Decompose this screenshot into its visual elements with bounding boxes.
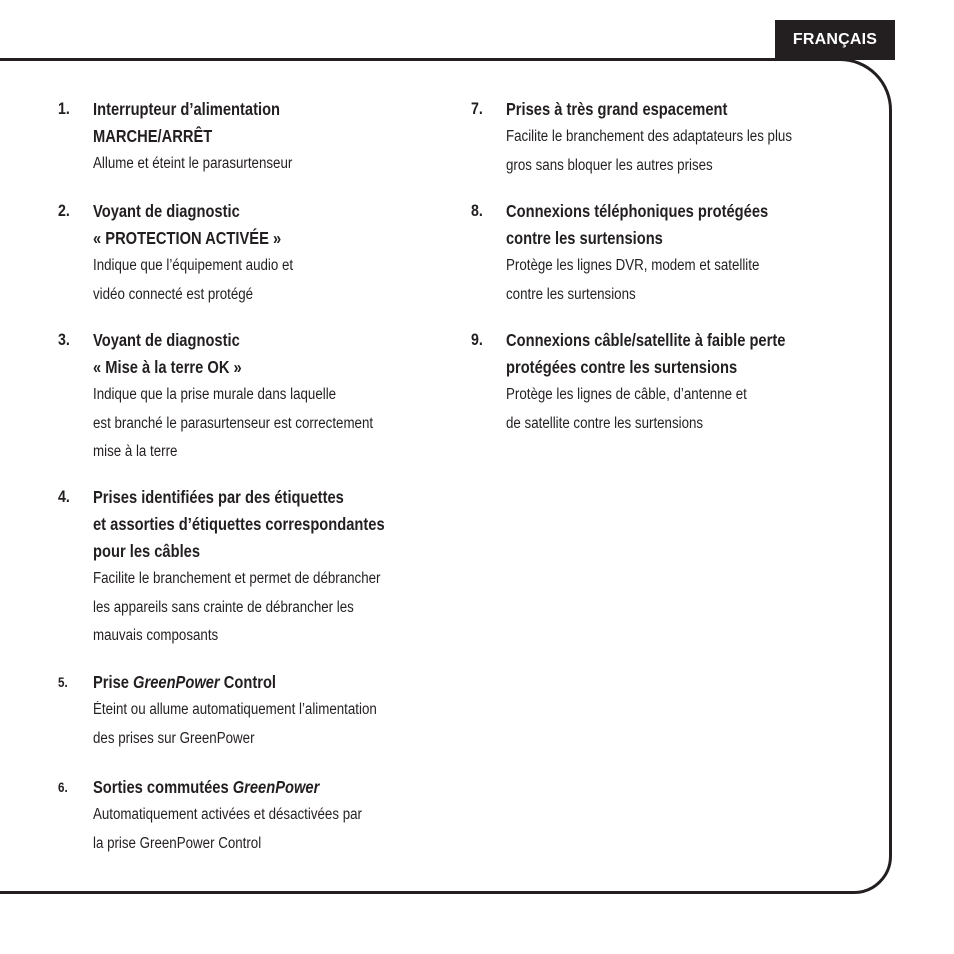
feature-item-7 <box>471 96 839 180</box>
greenpower-brand: GreenPower <box>232 777 320 797</box>
feature-item-2 <box>58 198 326 309</box>
item-title: Interrupteur d’alimentation MARCHE/ARRÊT <box>93 99 281 146</box>
item-number: 3. <box>58 331 70 349</box>
item-description: Automatiquement activées et désactivées par la prise GreenPower Control <box>93 806 362 852</box>
item-description: Facilite le branchement et permet de débrancher les appareils sans crainte de débrancher les mauvais composants <box>93 570 381 644</box>
feature-item-6 <box>58 774 406 858</box>
item-title: Voyant de diagnostic « Mise à la terre OK » <box>93 330 242 377</box>
item-description: Facilite le branchement des adaptateurs les plus gros sans bloquer les autres prises <box>506 128 793 174</box>
content-frame <box>0 58 892 894</box>
item-title: Sorties commutées GreenPower <box>93 777 320 797</box>
item-number: 2. <box>58 202 70 220</box>
feature-item-5 <box>58 669 423 753</box>
greenpower-brand: GreenPower <box>133 672 220 692</box>
feature-item-1 <box>58 96 325 179</box>
item-number: 6. <box>58 780 68 795</box>
feature-item-8 <box>471 198 818 309</box>
item-title: Prise GreenPower Control <box>93 672 277 692</box>
item-number: 9. <box>471 331 483 349</box>
feature-item-4 <box>58 484 440 651</box>
item-number: 1. <box>58 100 70 118</box>
language-tab: FRANÇAIS <box>775 20 895 60</box>
item-title: Prises identifiées par des étiquettes et assorties d’étiquettes correspondantes pour les câbles <box>93 487 385 561</box>
feature-item-3 <box>58 327 419 467</box>
item-description: Éteint ou allume automatiquement l’alimentation des prises sur GreenPower <box>93 701 377 747</box>
item-description: Allume et éteint le parasurtenseur <box>93 155 293 172</box>
item-title: Voyant de diagnostic « PROTECTION ACTIVÉE » <box>93 201 282 248</box>
item-description: Indique que l’équipement audio et vidéo connecté est protégé <box>93 257 294 303</box>
item-number: 8. <box>471 202 483 220</box>
item-title: Prises à très grand espacement <box>506 99 728 119</box>
item-number: 5. <box>58 675 68 690</box>
item-description: Protège les lignes DVR, modem et satellite contre les surtensions <box>506 257 760 303</box>
item-number: 7. <box>471 100 483 118</box>
item-title: Connexions câble/satellite à faible perte protégées contre les surtensions <box>506 330 786 377</box>
item-description: Indique que la prise murale dans laquelle est branché le parasurtenseur est correctement mise à la terre <box>93 386 374 460</box>
item-description: Protège les lignes de câble, d’antenne et de satellite contre les surtensions <box>506 386 747 432</box>
feature-item-9 <box>471 327 839 438</box>
item-number: 4. <box>58 488 70 506</box>
item-title: Connexions téléphoniques protégées contre les surtensions <box>506 201 769 248</box>
